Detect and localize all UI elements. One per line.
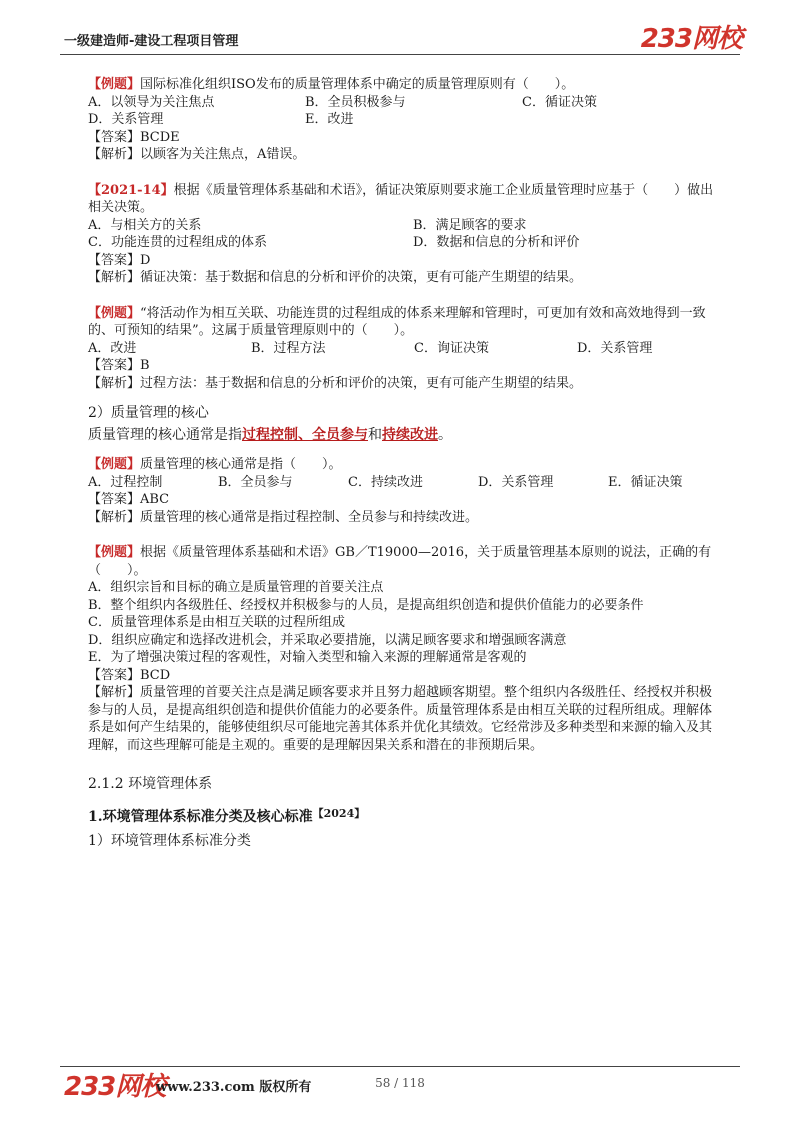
q4-option-d: D．关系管理	[478, 474, 554, 490]
footer-site: www.233.com 版权所有	[156, 1080, 312, 1095]
q3-analysis: 【解析】过程方法：基于数据和信息的分析和评价的决策，更有可能产生期望的结果。	[88, 375, 583, 391]
q3-option-a: A．改进	[88, 340, 137, 356]
q3-answer: 【答案】B	[88, 358, 150, 373]
q2-stem: 【2021-14】根据《质量管理体系基础和术语》，循证决策原则要求施工企业质量管理时应基于（ ）做出相关决策。	[88, 182, 714, 215]
env-subheading-1: 1.环境管理体系标准分类及核心标准$^{【2024】}$	[88, 807, 366, 825]
q5-tag: 【例题】	[88, 545, 141, 560]
q4-answer: 【答案】ABC	[88, 492, 170, 507]
q3-option-c: C．询证决策	[414, 340, 489, 356]
section-core-text: 质量管理的核心通常是指过程控制、全员参与和持续改进。	[88, 427, 452, 443]
q1-answer: 【答案】BCDE	[88, 129, 180, 145]
env-subheading-2: 1）环境管理体系标准分类	[88, 833, 251, 849]
q2-option-d: D．数据和信息的分析和评价	[413, 235, 580, 250]
q3-options	[88, 340, 718, 358]
q2-options-row2	[88, 234, 718, 252]
keyword-continuous-improvement: 持续改进	[382, 427, 438, 443]
header-divider	[60, 54, 740, 55]
q2-option-b: B．满足顾客的要求	[413, 217, 527, 233]
q1-option-c: C．循证决策	[522, 94, 597, 110]
brand-logo: 233网校	[640, 24, 742, 54]
q4-stem: 【例题】质量管理的核心通常是指（ ）。	[88, 457, 342, 472]
q5-option-c: C．质量管理体系是由相互关联的过程所组成	[88, 615, 345, 630]
env-year-tag: 【2024】	[312, 807, 366, 820]
q2-options-row1	[88, 217, 718, 235]
q2-analysis: 【解析】循证决策：基于数据和信息的分析和评价的决策，更有可能产生期望的结果。	[88, 270, 583, 285]
q1-option-a: A．以领导为关注焦点	[88, 94, 215, 110]
q5-option-b: B．整个组织内各级胜任、经授权并积极参与的人员，是提高组织创造和提供价值能力的必要条件	[88, 597, 644, 613]
section-heading-env: 2.1.2 环境管理体系	[88, 776, 213, 792]
q1-stem: 【例题】国际标准化组织ISO发布的质量管理体系中确定的质量管理原则有（ ）。	[88, 77, 575, 92]
keyword-process-participation: 过程控制、全员参与	[242, 427, 368, 443]
q1-tag: 【例题】	[88, 77, 141, 92]
q1-option-b: B．全员积极参与	[305, 94, 406, 110]
q2-option-c: C．功能连贯的过程组成的体系	[88, 235, 267, 250]
q1-option-e: E．改进	[305, 112, 354, 127]
footer-logo: 233网校	[64, 1072, 166, 1102]
q4-tag: 【例题】	[88, 457, 141, 472]
q4-option-b: B．全员参与	[218, 474, 293, 490]
q5-option-d: D．组织应确定和选择改进机会，并采取必要措施，以满足顾客要求和增强顾客满意	[88, 632, 567, 648]
q5-answer: 【答案】BCD	[88, 667, 171, 683]
q3-option-b: B．过程方法	[251, 340, 326, 356]
q4-option-e: E．循证决策	[608, 474, 683, 490]
q1-options-row1	[88, 94, 718, 112]
section-heading-core: 2）质量管理的核心	[88, 405, 209, 421]
q5-option-e: E．为了增强决策过程的客观性，对输入类型和输入来源的理解通常是客观的	[88, 650, 527, 665]
q4-analysis: 【解析】质量管理的核心通常是指过程控制、全员参与和持续改进。	[88, 509, 479, 525]
q4-options	[88, 474, 718, 492]
q5-option-a: A．组织宗旨和目标的确立是质量管理的首要关注点	[88, 580, 384, 595]
q3-option-d: D．关系管理	[577, 340, 653, 356]
q4-option-c: C．持续改进	[348, 474, 423, 490]
page-content	[88, 76, 718, 853]
q3-tag: 【例题】	[88, 305, 141, 321]
q4-option-a: A．过程控制	[88, 474, 163, 490]
q2-tag: 【2021-14】	[88, 182, 174, 198]
q1-analysis: 【解析】以顾客为关注焦点，A错误。	[88, 147, 306, 162]
header-title: 一级建造师-建设工程项目管理	[64, 34, 239, 49]
page-number: 58 / 118	[375, 1076, 425, 1090]
q1-options-row2	[88, 111, 718, 129]
q1-option-d: D．关系管理	[88, 112, 164, 127]
q3-stem: 【例题】“将活动作为相互关联、功能连贯的过程组成的体系来理解和管理时，可更加有效和高效地得到一致的、可预知的结果”。这属于质量管理原则中的（ ）。	[88, 305, 706, 338]
q5-analysis: 【解析】质量管理的首要关注点是满足顾客要求并且努力超越顾客期望。整个组织内各级胜任、经授权并积极参与的人员，是提高组织创造和提供价值能力的必要条件。质量管理体系是由相互关联的过程所组成。理解体系是如何产生结果的，能够使组织尽可能地完善其体系并优化其绩效。它经常涉及多种类型和来源的输入及其理解，而这些理解可能是主观的。重要的是理解因果关系和潜在的非预期后果。	[88, 685, 713, 753]
q2-answer: 【答案】D	[88, 252, 151, 268]
q5-stem: 【例题】根据《质量管理体系基础和术语》GB／T19000—2016，关于质量管理基本原则的说法，正确的有（ ）。	[88, 545, 712, 578]
q2-option-a: A．与相关方的关系	[88, 217, 202, 233]
